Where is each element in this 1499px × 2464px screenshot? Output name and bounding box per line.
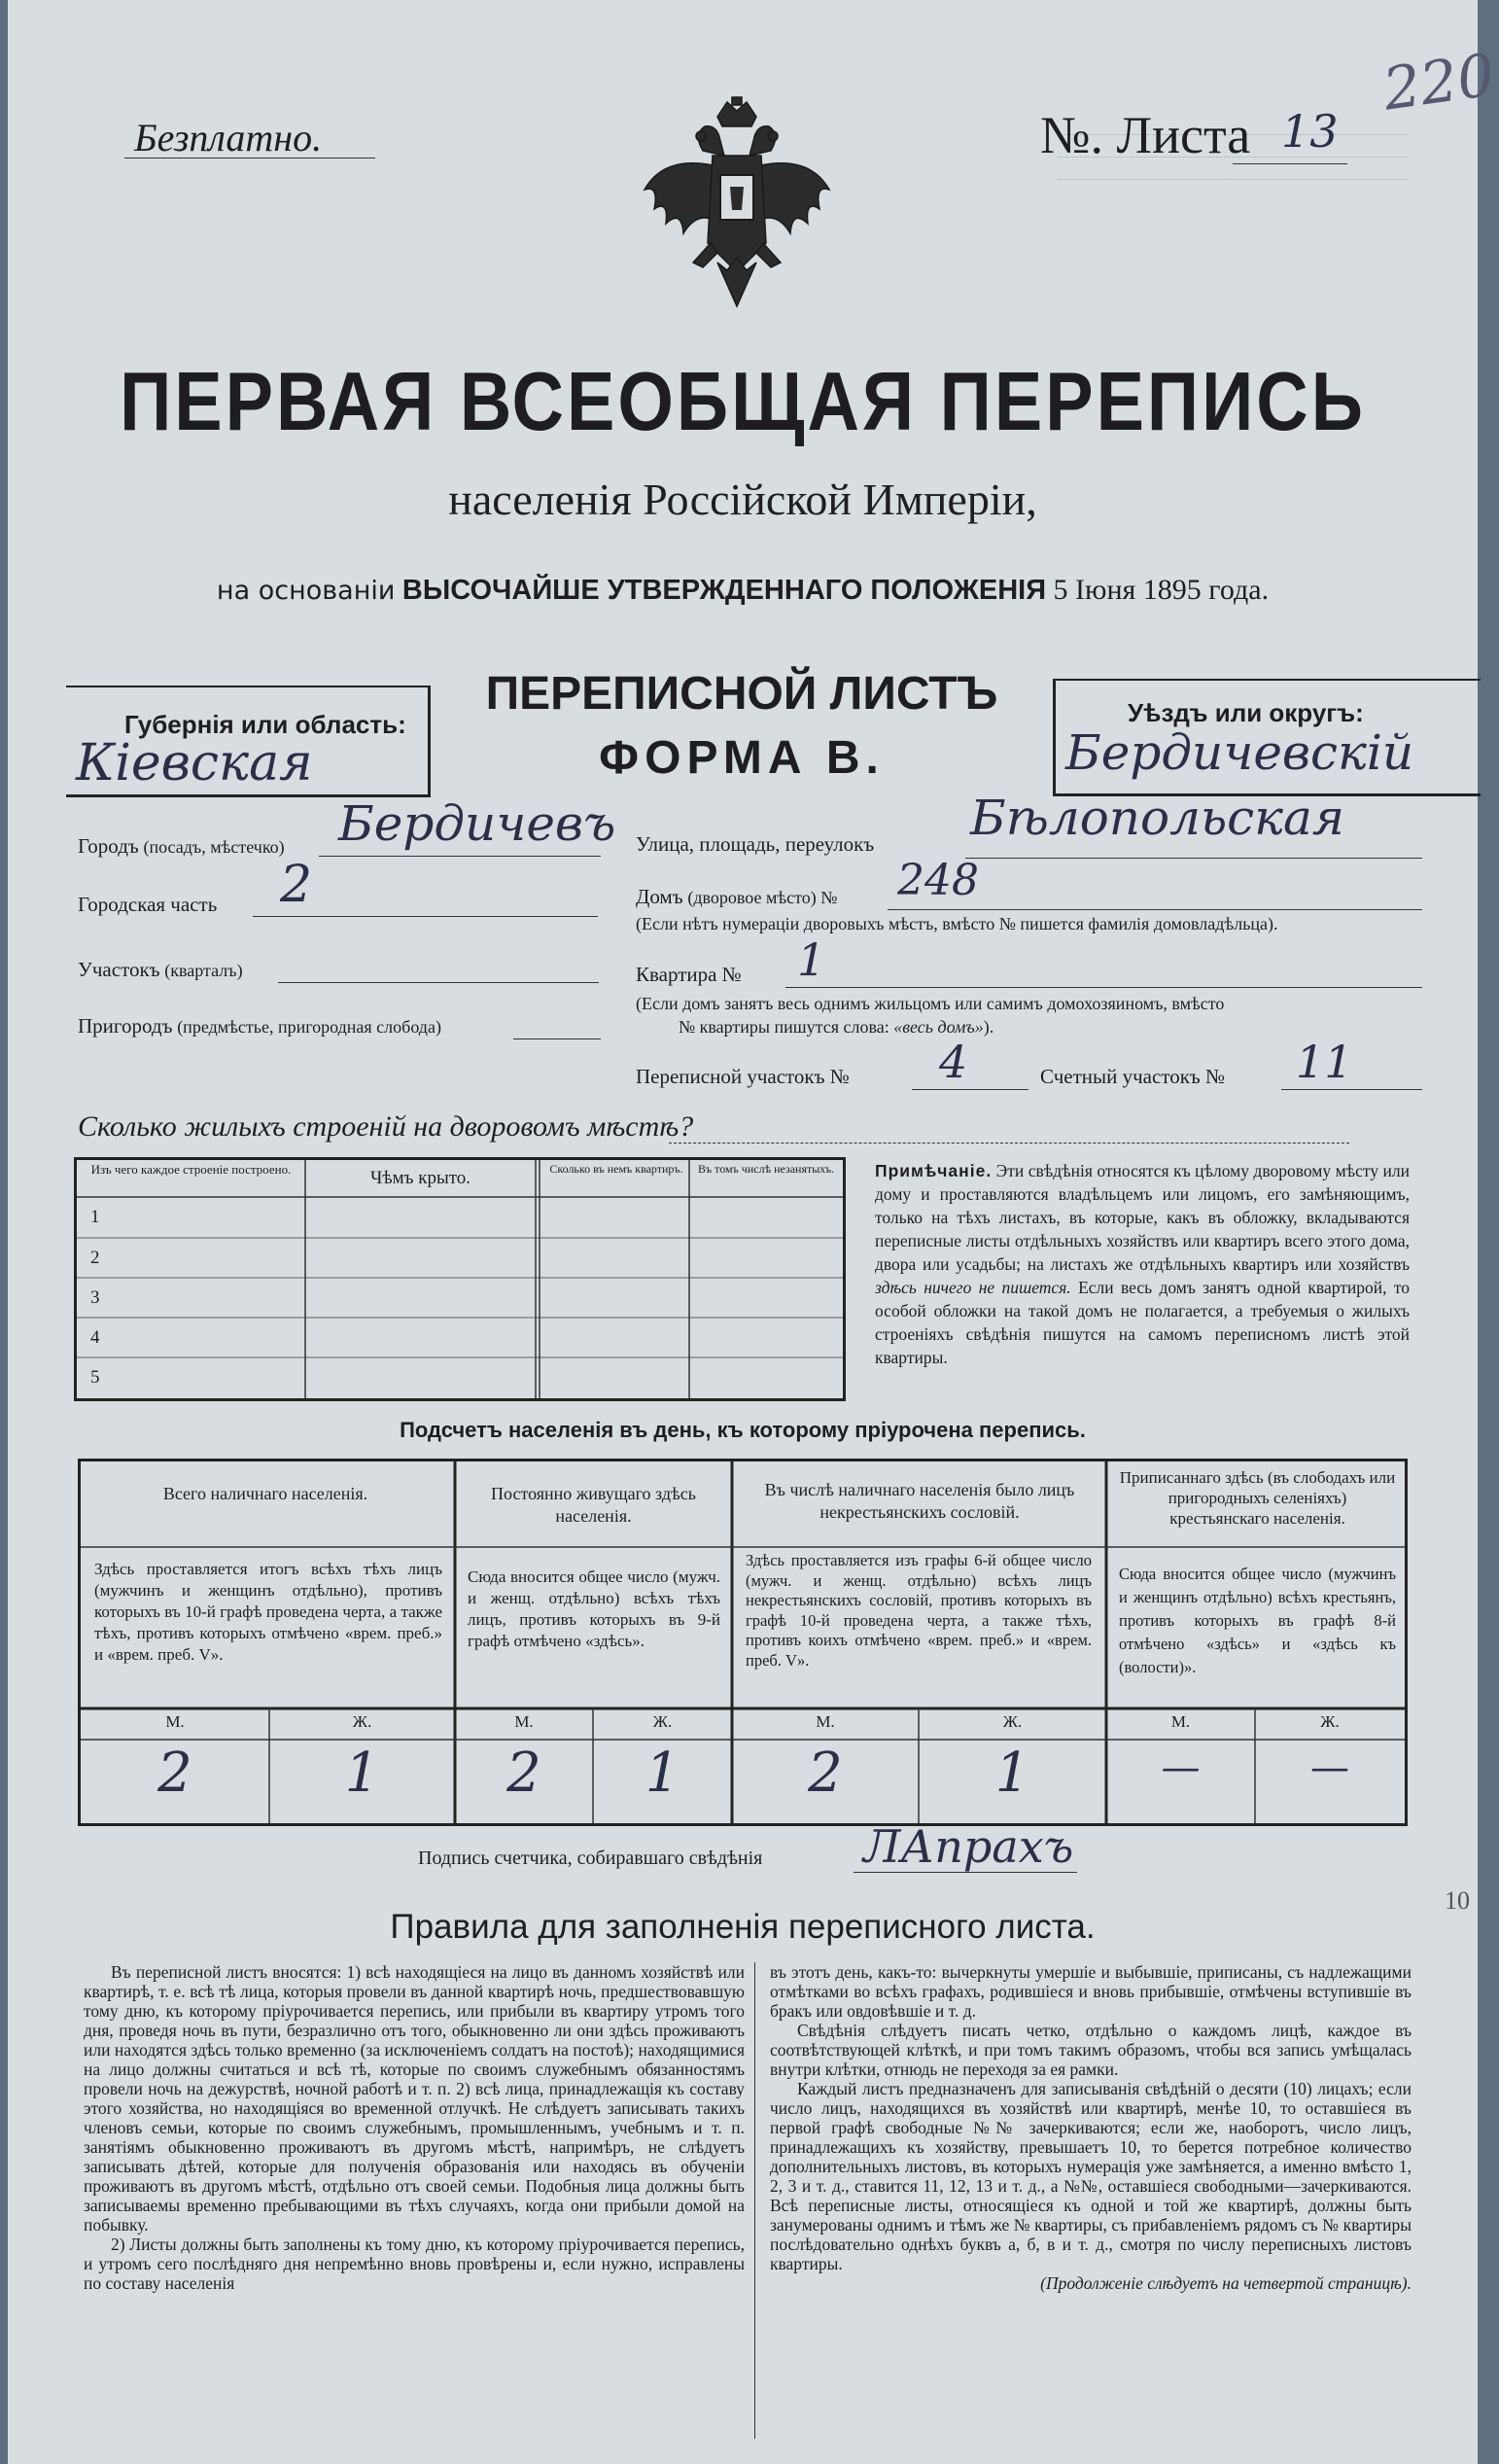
buildings-row-1: 1 <box>90 1207 100 1227</box>
margin-mark: 10 <box>1445 1886 1470 1915</box>
count-col-1-m-value: 2 <box>157 1742 192 1805</box>
count-col-3-head: Въ числѣ наличнаго населенія было лицъ некрестьянскихъ сословій. <box>764 1480 1075 1522</box>
count-col-3-m-value: 2 <box>808 1742 843 1805</box>
buildings-row-3: 3 <box>90 1287 100 1308</box>
census-area-underline <box>912 1089 1028 1090</box>
count-col-2-f-label: Ж. <box>652 1712 673 1731</box>
count-col-1-m-label: М. <box>165 1712 185 1731</box>
buildings-question-underline <box>669 1143 1349 1144</box>
note-block <box>875 1159 1410 1369</box>
count-col-2-m-value: 2 <box>506 1742 541 1805</box>
coat-of-arms-icon <box>635 97 839 331</box>
district-value: Бердичевскій <box>1065 724 1414 781</box>
count-col-3-f-label: Ж. <box>1002 1712 1023 1731</box>
count-col-4-m-label: М. <box>1170 1712 1191 1731</box>
apt-note-end: ). <box>983 1017 994 1037</box>
signature-value: ЛАпрахъ <box>863 1820 1074 1873</box>
census-sheet <box>8 0 1499 2464</box>
house-hint: (дворовое мѣсто) № <box>687 888 838 907</box>
sheet-number-underline <box>1233 163 1347 164</box>
city-underline <box>319 856 601 857</box>
sheet-number-label: №. Листа <box>1040 106 1251 164</box>
buildings-row-4: 4 <box>90 1327 100 1348</box>
city-label: Городъ <box>78 834 139 858</box>
counting-area-underline <box>1281 1089 1422 1090</box>
part-underline <box>253 916 598 917</box>
signature-underline <box>854 1872 1077 1873</box>
house-value: 248 <box>897 856 979 905</box>
precinct-hint: (кварталъ) <box>164 961 243 980</box>
count-col-2-head: Постоянно живущаго здѣсь населенія. <box>491 1484 696 1526</box>
note-label: Примѣчаніе. <box>875 1161 993 1180</box>
census-area-value: 4 <box>939 1036 968 1088</box>
rules-right-paragraph-1: въ этотъ день, какъ-то: вычеркнуты умершіе и выбывшіе, приписаны, съ надлежащими отмѣтками во всѣхъ графахъ, родившіеся и вновь прибывшіе, отмѣчены вступившіе въ бракъ или овдовѣвшіе и т. д. <box>770 1962 1412 2021</box>
page-title: ПЕРВАЯ ВСЕОБЩАЯ ПЕРЕПИСЬ <box>120 354 1366 448</box>
rules-left-paragraph-2: 2) Листы должны быть заполнены къ тому дню, къ которому пріурочивается перепись, и утромъ сего послѣдняго дня непремѣнно вновь провѣрены и, если нужно, исправлены по составу населенія <box>84 2235 745 2293</box>
house-label-group <box>636 885 837 909</box>
census-area-label: Переписной участокъ № <box>636 1065 850 1088</box>
apt-value: 1 <box>797 933 826 986</box>
street-value: Бѣлопольская <box>970 790 1344 846</box>
buildings-header-vacant: Въ томъ числѣ незанятыхъ. <box>697 1162 835 1176</box>
note-text-italic: здѣсь ничего не пишется. <box>875 1278 1071 1297</box>
suburb-label: Пригородъ <box>78 1014 173 1038</box>
count-col-4-head: Приписаннаго здѣсь (въ слободахъ или пригородныхъ селеніяхъ) крестьянскаго населенія. <box>1119 1468 1396 1528</box>
house-underline <box>888 909 1422 910</box>
count-col-2-f-value: 1 <box>645 1742 680 1805</box>
count-col-1-f-label: Ж. <box>352 1712 372 1731</box>
count-col-4-m-value: — <box>1161 1745 1201 1790</box>
free-label: Безплатно. <box>134 116 323 159</box>
city-label-group <box>78 834 285 859</box>
basis-date: 5 Іюня 1895 года. <box>1053 574 1270 606</box>
buildings-table <box>74 1157 846 1401</box>
sheet-title: ПЕРЕПИСНОЙ ЛИСТЪ <box>485 668 998 720</box>
precinct-underline <box>278 982 599 983</box>
suburb-label-group <box>78 1014 441 1038</box>
precinct-label-group <box>78 958 243 982</box>
buildings-header-apartments: Сколько въ немъ квартиръ. <box>549 1162 683 1176</box>
apt-label: Квартира № <box>636 963 742 986</box>
rules-title: Правила для заполненія переписного листа. <box>390 1908 1096 1946</box>
apt-note-words: «весь домъ» <box>893 1017 984 1037</box>
count-col-3-text: Здѣсь проставляется изъ графы 6-й общее число (мужч. и женщ. отдѣльно) всѣхъ лицъ некрестьянскихъ сословій, противъ которыхъ въ графѣ 10-й проведена черта, а также тѣхъ, противъ коихъ отмѣчено «врем. преб.» и «врем. преб. V». <box>746 1551 1092 1670</box>
apt-note-2-line <box>679 1017 994 1038</box>
rules-right-column <box>770 1962 1412 2293</box>
house-note: (Если нѣтъ нумераціи дворовыхъ мѣстъ, вмѣсто № пишется фамилія домовладѣльца). <box>636 914 1278 933</box>
archive-corner-number: 220 <box>1378 41 1499 124</box>
buildings-header-roof: Чѣмъ крыто. <box>369 1168 471 1188</box>
street-underline <box>965 858 1422 859</box>
apt-underline <box>785 987 1422 988</box>
rules-right-paragraph-2: Свѣдѣнія слѣдуетъ писать четко, отдѣльно о каждомъ лицѣ, каждое въ соотвѣтствующей клѣткѣ, и при томъ такимъ образомъ, чтобы вся запись умѣщалась внутри клѣтки, отнюдь не переходя за ея рамки. <box>770 2021 1412 2079</box>
count-col-4-f-value: — <box>1310 1745 1349 1790</box>
suburb-underline <box>513 1038 601 1039</box>
count-col-1-text: Здѣсь проставляется итогъ всѣхъ тѣхъ лицъ (мужчинъ и женщинъ отдѣльно), противъ которыхъ въ 10-й графѣ проведена черта, а также тѣхъ, противъ которыхъ отмѣчено «врем. преб.» и «врем. преб. V». <box>94 1560 442 1664</box>
page-subtitle: населенія Россійской Имперіи, <box>448 475 1037 524</box>
city-hint: (посадъ, мѣстечко) <box>143 837 285 857</box>
province-label: Губернія или область: <box>124 710 406 739</box>
basis-prefix: на основаніи <box>216 576 396 606</box>
buildings-row-2: 2 <box>90 1248 100 1268</box>
note-text-2: Если весь домъ занятъ одной квартирой, то особой обложки на такой домъ не полагается, а требуемыя о жилыхъ строеніяхъ свѣдѣнія пишутся на самомъ переписномъ листѣ этой квартиры. <box>875 1278 1411 1367</box>
district-label: Уѣздъ или округъ: <box>1128 698 1364 727</box>
counting-area-label: Счетный участокъ № <box>1040 1065 1226 1088</box>
basis-caps: ВЫСОЧАЙШЕ УТВЕРЖДЕННАГО ПОЛОЖЕНІЯ <box>401 575 1047 606</box>
rules-column-divider <box>754 1962 755 2439</box>
count-col-2-text: Сюда вносится общее число (мужч. и женщ. отдѣльно) всѣхъ тѣхъ лицъ, противъ которыхъ въ 9-й графѣ отмѣчено «здѣсь». <box>468 1567 720 1650</box>
note-text-1: Эти свѣдѣнія относятся къ цѣлому дворовому мѣсту или дому и проставляются владѣльцемъ или лицомъ, его замѣняющимъ, только на тѣхъ листахъ, въ которые, какъ въ обложку, вкладываются переписные листы отдѣльныхъ хозяйствъ или квартиръ всего этого дома, двора или усадьбы; на листахъ же отдѣльныхъ квартиръ или хозяйствъ <box>875 1161 1411 1274</box>
count-col-4-text: Сюда вносится общее число (мужчинъ и женщинъ отдѣльно) всѣхъ крестьянъ, противъ которыхъ въ графѣ 8-й отмѣчено «здѣсь» и «здѣсь къ (волости)». <box>1119 1565 1396 1676</box>
suburb-hint: (предмѣстье, пригородная слобода) <box>177 1017 441 1037</box>
province-value: Кіевская <box>76 734 313 792</box>
street-label: Улица, площадь, переулокъ <box>636 832 875 856</box>
sheet-number-value: 13 <box>1281 105 1339 158</box>
house-label: Домъ <box>636 885 683 908</box>
basis-line <box>8 574 1478 607</box>
rules-left-paragraph-1: Въ переписной листъ вносятся: 1) всѣ находящіеся на лицо въ данномъ хозяйствѣ или квартирѣ, т. е. всѣ тѣ лица, которыя провели въ данной квартирѣ ночь, предшествовавшую тому дню, къ которому пріурочивается перепись, или прибыли въ квартиру утромъ того дня, проведя ночь въ пути, безразлично отъ того, обыкновенно ли они здѣсь проживаютъ или находятся здѣсь только временно (за исключеніемъ солдатъ на постоѣ); находящимися на лицо должны считаться и всѣ тѣ, которые по своимъ служебнымъ обязанностямъ провели ночь на дежурствѣ, ночной работѣ и т. п. 2) всѣ лица, принадлежащія къ составу этого хозяйства, но находящіяся во временной отлучкѣ. Не слѣдуетъ записывать такихъ членовъ семьи, которые по своимъ служебнымъ, промышленнымъ, учебнымъ и т. п. занятіямъ обыкновенно проживаютъ въ другомъ мѣстѣ, напримѣръ, не слѣдуетъ записывать дѣтей, которые для полученія образованія или находясь въ обученіи проживаютъ въ другомъ мѣстѣ, отдѣльно отъ своей семьи. Подобныя лица должны быть записываемы временно пребывающими въ тѣхъ случаяхъ, когда они прибыли домой на побывку. <box>84 1962 745 2235</box>
count-col-1-head: Всего наличнаго населенія. <box>162 1484 368 1503</box>
form-title: ФОРМА В. <box>599 732 885 784</box>
count-col-2-m-label: М. <box>514 1712 534 1731</box>
apt-note-2: № квартиры пишутся слова: <box>679 1017 889 1037</box>
part-value: 2 <box>280 856 313 914</box>
buildings-header-material: Изъ чего каждое строеніе построено. <box>90 1162 292 1177</box>
rules-continued: (Продолженіе слѣдуетъ на четвертой страницѣ). <box>1040 2273 1412 2293</box>
buildings-question: Сколько жилыхъ строеній на дворовомъ мѣстѣ? <box>78 1110 694 1143</box>
count-table <box>78 1459 1408 1826</box>
count-title: Подсчетъ населенія въ день, къ которому пріурочена перепись. <box>400 1418 1086 1442</box>
signature-label: Подпись счетчика, собиравшаго свѣдѣнія <box>418 1848 763 1869</box>
counting-area-value: 11 <box>1296 1036 1353 1088</box>
count-col-3-f-value: 1 <box>994 1742 1030 1805</box>
rules-left-column <box>84 1962 745 2293</box>
buildings-row-5: 5 <box>90 1367 100 1388</box>
city-value: Бердичевъ <box>338 795 616 852</box>
count-col-4-f-label: Ж. <box>1320 1712 1340 1731</box>
apt-note-1: (Если домъ занятъ весь однимъ жильцомъ или самимъ домохозяиномъ, вмѣсто <box>636 994 1225 1013</box>
part-label: Городская часть <box>78 893 218 916</box>
rules-right-paragraph-3: Каждый листъ предназначенъ для записыванія свѣдѣній о десяти (10) лицахъ; если число лицъ, находящихся въ хозяйствѣ или квартирѣ, менѣе 10, то оставшіеся въ первой графѣ свободные №№ зачеркиваются; если же, наоборотъ, число лицъ, принадлежащихъ къ хозяйству, превышаетъ 10, то берется потребное количество дополнительныхъ листовъ, въ которыхъ нумерація уже замѣняется, а именно вмѣсто 1, 2, 3 и т. д., ставится 11, 12, 13 и т. д., а №№, оставшіеся свободными—зачеркиваются. Всѣ переписные листы, относящіеся къ одной и той же квартирѣ, должны быть занумерованы однимъ и тѣмъ же № квартиры, съ прибавленіемъ рядомъ съ № квартиры послѣдовательно однѣхъ буквъ а, б, в и т. д., смотря по числу переписныхъ листовъ квартиры. <box>770 2079 1412 2273</box>
precinct-label: Участокъ <box>78 958 160 981</box>
count-col-1-f-value: 1 <box>344 1742 380 1805</box>
count-col-3-m-label: М. <box>816 1712 835 1731</box>
